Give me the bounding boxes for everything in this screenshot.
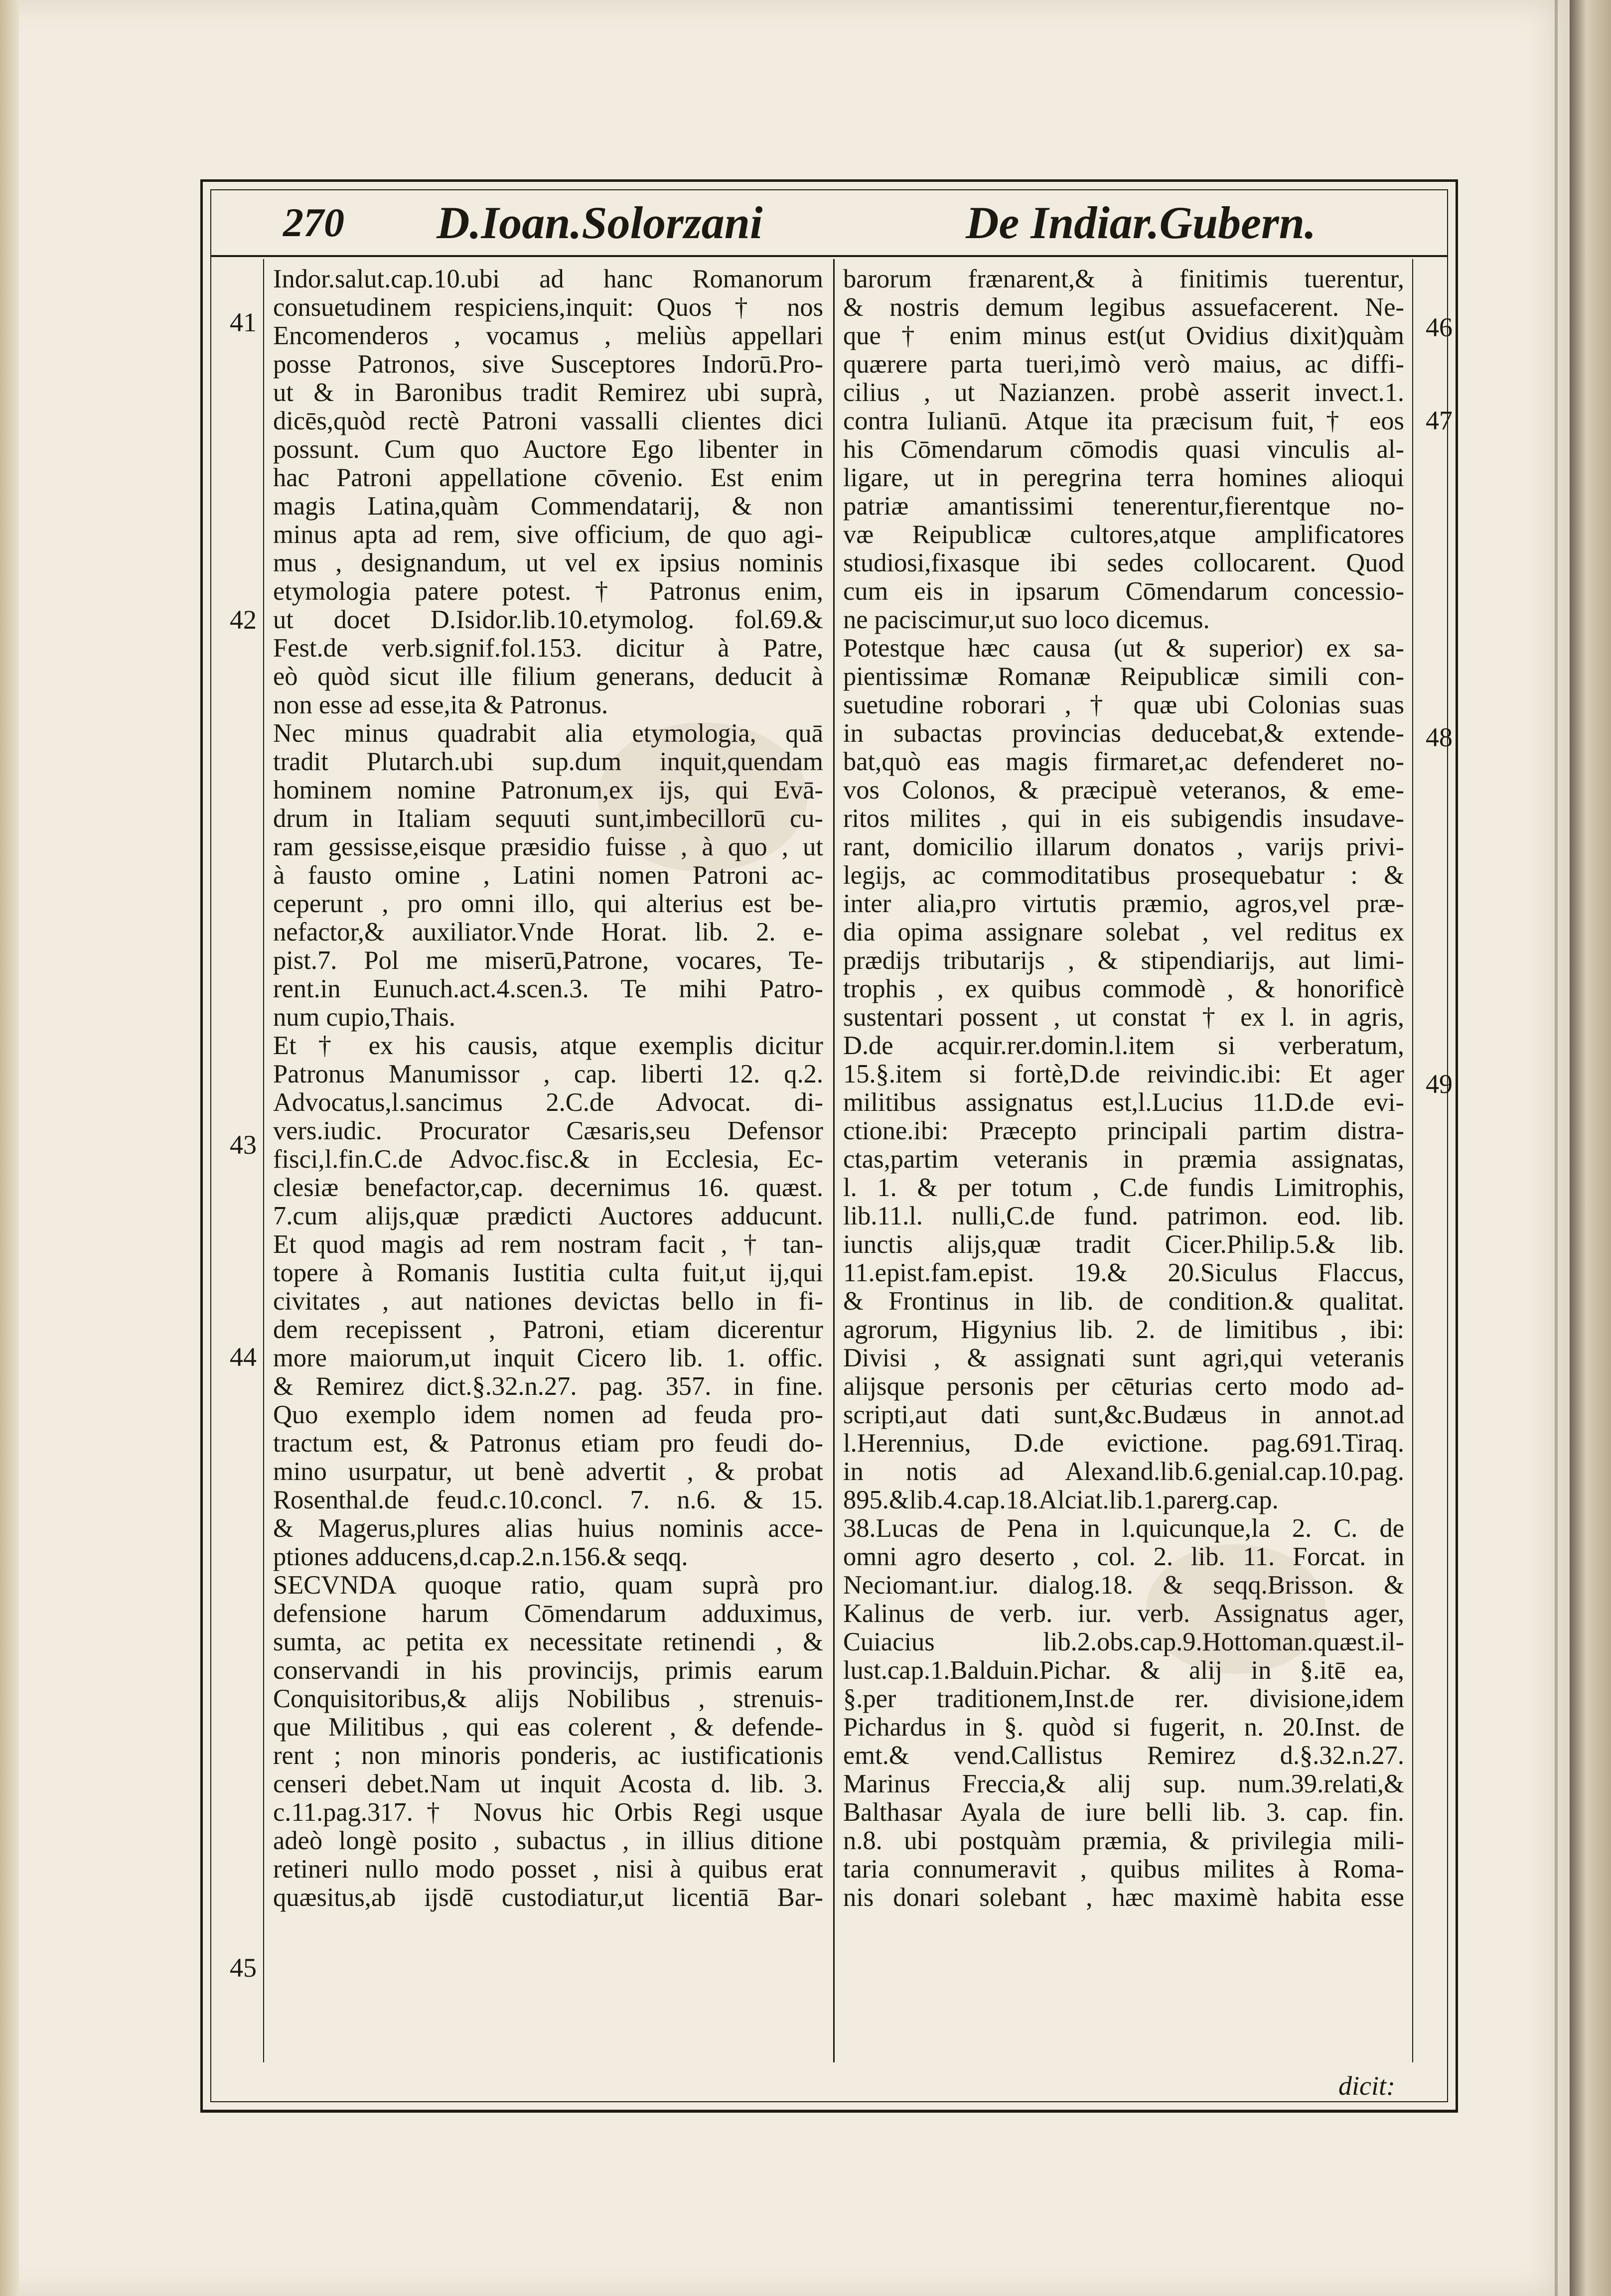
margin-note-number: 46	[1426, 312, 1453, 342]
text-line: nis donari solebant , hæc maximè habita esse	[843, 1884, 1404, 1912]
text-line: iunctis alijs,quæ tradit Cicer.Philip.5.& lib.	[843, 1230, 1404, 1259]
text-line: quærere parta tueri,imò verò maius, ac diffi-	[843, 350, 1404, 379]
text-line: hominem nomine Patronum,ex ijs, qui Evā-	[273, 776, 823, 805]
text-line: non esse ad esse,ita & Patronus.	[273, 691, 608, 719]
text-line: 11.epist.fam.epist. 19.& 20.Siculus Flaccus,	[843, 1259, 1404, 1287]
text-line: D.de acquir.rer.domin.l.item si verberatum,	[843, 1032, 1404, 1060]
text-line: tradit Plutarch.ubi sup.dum inquit,quendam	[273, 748, 823, 776]
text-line: Marinus Freccia,& alij sup. num.39.relati,&	[843, 1770, 1404, 1798]
text-line: censeri debet.Nam ut inquit Acosta d. lib. 3.	[273, 1770, 823, 1798]
text-line: legijs, ac commoditatibus prosequebatur : &	[843, 861, 1404, 890]
catchword: dicit:	[1338, 2071, 1395, 2101]
text-line: & Remirez dict.§.32.n.27. pag. 357. in fine.	[273, 1372, 823, 1401]
text-line: Fest.de verb.signif.fol.153. dicitur à Patre,	[273, 634, 823, 663]
left-margin-rule	[263, 259, 264, 2062]
text-line: væ Reipublicæ cultores,atque amplificatores	[843, 521, 1404, 549]
text-line: suetudine roborari , † quæ ubi Colonias suas	[843, 691, 1404, 719]
text-line: ctas,partim veteranis in præmia assignatas,	[843, 1145, 1404, 1174]
text-line: prædijs tributarijs , & stipendiarijs, aut limi-	[843, 946, 1404, 975]
right-text-column	[843, 265, 1404, 1912]
text-line: conservandi in his provincijs, primis earum	[273, 1656, 823, 1685]
text-line: SECVNDA quoque ratio, quam suprà pro	[273, 1571, 823, 1600]
text-line: Balthasar Ayala de iure belli lib. 3. cap. fin.	[843, 1798, 1404, 1827]
text-line: Et † ex his causis, atque exemplis dicitur	[273, 1032, 823, 1060]
text-line: Et quod magis ad rem nostram facit , † tan-	[273, 1230, 823, 1259]
text-line: taria connumeravit , quibus milites à Roma-	[843, 1855, 1404, 1884]
running-head-author: D.Ioan.Solorzani	[437, 197, 763, 248]
text-line: cilius , ut Nazianzen. probè asserit invect.1.	[843, 379, 1404, 407]
text-line: ut & in Baronibus tradit Remirez ubi suprà,	[273, 379, 823, 407]
text-line: vers.iudic. Procurator Cæsaris,seu Defensor	[273, 1117, 823, 1145]
text-line: topere à Romanis Iustitia culta fuit,ut ij,qui	[273, 1259, 823, 1287]
text-line: à fausto omine , Latini nomen Patroni ac-	[273, 861, 823, 890]
text-line: Encomenderos , vocamus , meliùs appellari	[273, 322, 823, 350]
text-line: ram gessisse,eisque præsidio fuisse , à quo , ut	[273, 833, 823, 861]
text-line: 7.cum alijs,quæ prædicti Auctores adducunt.	[273, 1202, 823, 1230]
text-line: Kalinus de verb. iur. verb. Assignatus ager,	[843, 1600, 1404, 1628]
page-number: 270	[283, 200, 344, 245]
text-line: vos Colonos, & præcipuè veteranos, & eme-	[843, 776, 1404, 805]
text-line: ceperunt , pro omni illo, qui alterius est be-	[273, 890, 823, 918]
text-line: alijsque personis per cēturias certo modo ad-	[843, 1372, 1404, 1401]
text-line: etymologia patere potest. † Patronus enim,	[273, 577, 823, 606]
text-line: possunt. Cum quo Auctore Ego libenter in	[273, 435, 823, 464]
text-line: ut docet D.Isidor.lib.10.etymolog. fol.69.&	[273, 606, 823, 634]
text-line: rent.in Eunuch.act.4.scen.3. Te mihi Patro-	[273, 975, 823, 1003]
text-line: n.8. ubi postquàm præmia, & privilegia mili-	[843, 1827, 1404, 1855]
text-line: retineri nullo modo posset , nisi à quibus erat	[273, 1855, 823, 1884]
text-line: Patronus Manumissor , cap. liberti 12. q.2.	[273, 1060, 823, 1088]
text-line: Quo exemplo idem nomen ad feuda pro-	[273, 1401, 823, 1429]
text-line: ne paciscimur,ut suo loco dicemus.	[843, 606, 1210, 634]
text-line: & Magerus,plures alias huius nominis acce-	[273, 1514, 823, 1543]
text-line: in notis ad Alexand.lib.6.genial.cap.10.pag.	[843, 1458, 1404, 1486]
text-line: Advocatus,l.sancimus 2.C.de Advocat. di-	[273, 1088, 823, 1117]
text-line: clesiæ benefactor,cap. decernimus 16. quæst.	[273, 1174, 823, 1202]
text-line: Neciomant.iur. dialog.18. & seqq.Brisson. &	[843, 1571, 1404, 1600]
text-line: contra Iulianū. Atque ita præcisum fuit,† eos	[843, 407, 1404, 435]
text-line: inter alia,pro virtutis præmio, agros,vel præ-	[843, 890, 1404, 918]
bottom-rule	[200, 2110, 1458, 2113]
column-divider-rule	[833, 259, 835, 2062]
text-line: magis Latina,quàm Commendatarij, & non	[273, 492, 823, 521]
right-margin-rule	[1412, 259, 1413, 2062]
text-line: barorum frænarent,& à finitimis tuerentur,	[843, 265, 1404, 293]
text-line: Potestque hæc causa (ut & superior) ex sa-	[843, 634, 1404, 663]
text-line: Nec minus quadrabit alia etymologia, quā	[273, 719, 823, 748]
text-line: que † enim minus est(ut Ovidius dixit)quàm	[843, 322, 1404, 350]
text-line: ptiones adducens,d.cap.2.n.156.& seqq.	[273, 1543, 688, 1571]
text-line: ligare, ut in peregrina terra homines alioqui	[843, 464, 1404, 492]
text-line: ctione.ibi: Præcepto principali partim distra-	[843, 1117, 1404, 1145]
text-line: rant, domicilio illarum donatos , varijs privi-	[843, 833, 1404, 861]
margin-note-number: 44	[230, 1342, 257, 1372]
text-line: hac Patroni appellatione cōvenio. Est enim	[273, 464, 823, 492]
text-line: pientissimæ Romanæ Reipublicæ simili con-	[843, 663, 1404, 691]
text-line: 15.§.item si fortè,D.de reivindic.ibi: Et ager	[843, 1060, 1404, 1088]
text-line: posse Patronos, sive Susceptores Indorū.Pro-	[273, 350, 823, 379]
text-line: l.Herennius, D.de evictione. pag.691.Tiraq.	[843, 1429, 1404, 1458]
running-head-title: De Indiar.Gubern.	[966, 197, 1316, 248]
text-line: mino usurpatur, ut benè advertit , & probat	[273, 1458, 823, 1486]
header-rule	[210, 255, 1448, 257]
margin-note-number: 42	[230, 605, 257, 635]
margin-note-number: 49	[1426, 1069, 1453, 1099]
text-line: omni agro deserto , col. 2. lib. 11. Forcat. in	[843, 1543, 1404, 1571]
text-line: his Cōmendarum cōmodis quasi vinculis al-	[843, 435, 1404, 464]
text-line: emt.& vend.Callistus Remirez d.§.32.n.27.	[843, 1742, 1404, 1770]
text-line: num cupio,Thais.	[273, 1003, 455, 1032]
text-line: & nostris demum legibus assuefacerent. Ne-	[843, 293, 1404, 322]
text-line: trophis , ex quibus commodè , & honorificè	[843, 975, 1404, 1003]
text-line: Indor.salut.cap.10.ubi ad hanc Romanorum	[273, 265, 823, 293]
text-line: que Militibus , qui eas colerent , & defende-	[273, 1713, 823, 1742]
text-line: & Frontinus in lib. de condition.& qualitat.	[843, 1287, 1404, 1316]
text-line: scripti,aut dati sunt,&c.Budæus in annot.ad	[843, 1401, 1404, 1429]
text-line: tractum est, & Patronus etiam pro feudi do-	[273, 1429, 823, 1458]
gutter-shadow	[1555, 0, 1558, 2296]
text-line: bat,quò eas magis firmaret,ac defenderet no-	[843, 748, 1404, 776]
text-line: Conquisitoribus,& alijs Nobilibus , strenuis-	[273, 1685, 823, 1713]
text-line: in subactas provincias deducebat,& extende-	[843, 719, 1404, 748]
text-line: fisci,l.fin.C.de Advoc.fisc.& in Ecclesia, Ec-	[273, 1145, 823, 1174]
text-line: c.11.pag.317.† Novus hic Orbis Regi usque	[273, 1798, 823, 1827]
text-line: ritos milites , qui in eis subigendis insudave-	[843, 805, 1404, 833]
text-line: studiosi,fixasque ibi sedes collocarent. Quod	[843, 549, 1404, 577]
text-line: Cuiacius lib.2.obs.cap.9.Hottoman.quæst.il-	[843, 1628, 1404, 1656]
text-line: militibus assignatus est,l.Lucius 11.D.de evi-	[843, 1088, 1404, 1117]
left-text-column	[273, 265, 823, 1912]
text-line: lib.11.l. nulli,C.de fund. patrimon. eod. lib.	[843, 1202, 1404, 1230]
margin-note-number: 48	[1426, 722, 1453, 752]
text-line: dicēs,quòd rectè Patroni vassalli clientes dici	[273, 407, 823, 435]
text-line: minus apta ad rem, sive officium, de quo agi-	[273, 521, 823, 549]
text-line: civitates , aut nationes devictas bello in fi-	[273, 1287, 823, 1316]
text-line: Rosenthal.de feud.c.10.concl. 7. n.6. & 15.	[273, 1486, 823, 1514]
margin-note-number: 47	[1426, 405, 1453, 435]
text-line: rent ; non minoris ponderis, ac iustificationis	[273, 1742, 823, 1770]
page-left-edge	[0, 0, 19, 2296]
margin-note-number: 45	[230, 1953, 257, 1983]
text-line: 38.Lucas de Pena in l.quicunque,la 2. C. de	[843, 1514, 1404, 1543]
text-line: agrorum, Higynius lib. 2. de limitibus , ibi:	[843, 1316, 1404, 1344]
text-line: eò quòd sicut ille filium generans, deducit à	[273, 663, 823, 691]
margin-note-number: 43	[230, 1130, 257, 1160]
text-line: cum eis in ipsarum Cōmendarum concessio-	[843, 577, 1404, 606]
text-line: pist.7. Pol me miserū,Patrone, vocares, Te-	[273, 946, 823, 975]
margin-note-number: 41	[230, 307, 257, 337]
text-line: l. 1. & per totum , C.de fundis Limitrophis,	[843, 1174, 1404, 1202]
text-line: defensione harum Cōmendarum adduximus,	[273, 1600, 823, 1628]
text-line: lust.cap.1.Balduin.Pichar. & alij in §.itē ea,	[843, 1656, 1404, 1685]
text-line: more maiorum,ut inquit Cicero lib. 1. offic.	[273, 1344, 823, 1372]
text-line: dia opima assignare solebat , vel reditus ex	[843, 918, 1404, 946]
text-line: adeò longè posito , subactus , in illius ditione	[273, 1827, 823, 1855]
text-line: 895.&lib.4.cap.18.Alciat.lib.1.parerg.cap.	[843, 1486, 1279, 1514]
text-line: quæsitus,ab ijsdē custodiatur,ut licentiā Bar-	[273, 1884, 823, 1912]
text-line: nefactor,& auxiliator.Vnde Horat. lib. 2. e-	[273, 918, 823, 946]
text-line: Divisi , & assignati sunt agri,qui veteranis	[843, 1344, 1404, 1372]
text-line: Pichardus in §. quòd si fugerit, n. 20.Inst. de	[843, 1713, 1404, 1742]
text-line: consuetudinem respiciens,inquit: Quos † nos	[273, 293, 823, 322]
next-page-edge	[1570, 0, 1611, 2296]
text-line: dem recepissent , Patroni, etiam dicerentur	[273, 1316, 823, 1344]
text-line: drum in Italiam sequuti sunt,imbecillorū cu-	[273, 805, 823, 833]
text-line: sumta, ac petita ex necessitate retinendi , &	[273, 1628, 823, 1656]
text-line: mus , designandum, ut vel ex ipsius nominis	[273, 549, 823, 577]
text-line: patriæ amantissimi tenerentur,fierentque no-	[843, 492, 1404, 521]
text-line: §.per traditionem,Inst.de rer. divisione,idem	[843, 1685, 1404, 1713]
text-line: sustentari possent , ut constat † ex l. in agris,	[843, 1003, 1404, 1032]
